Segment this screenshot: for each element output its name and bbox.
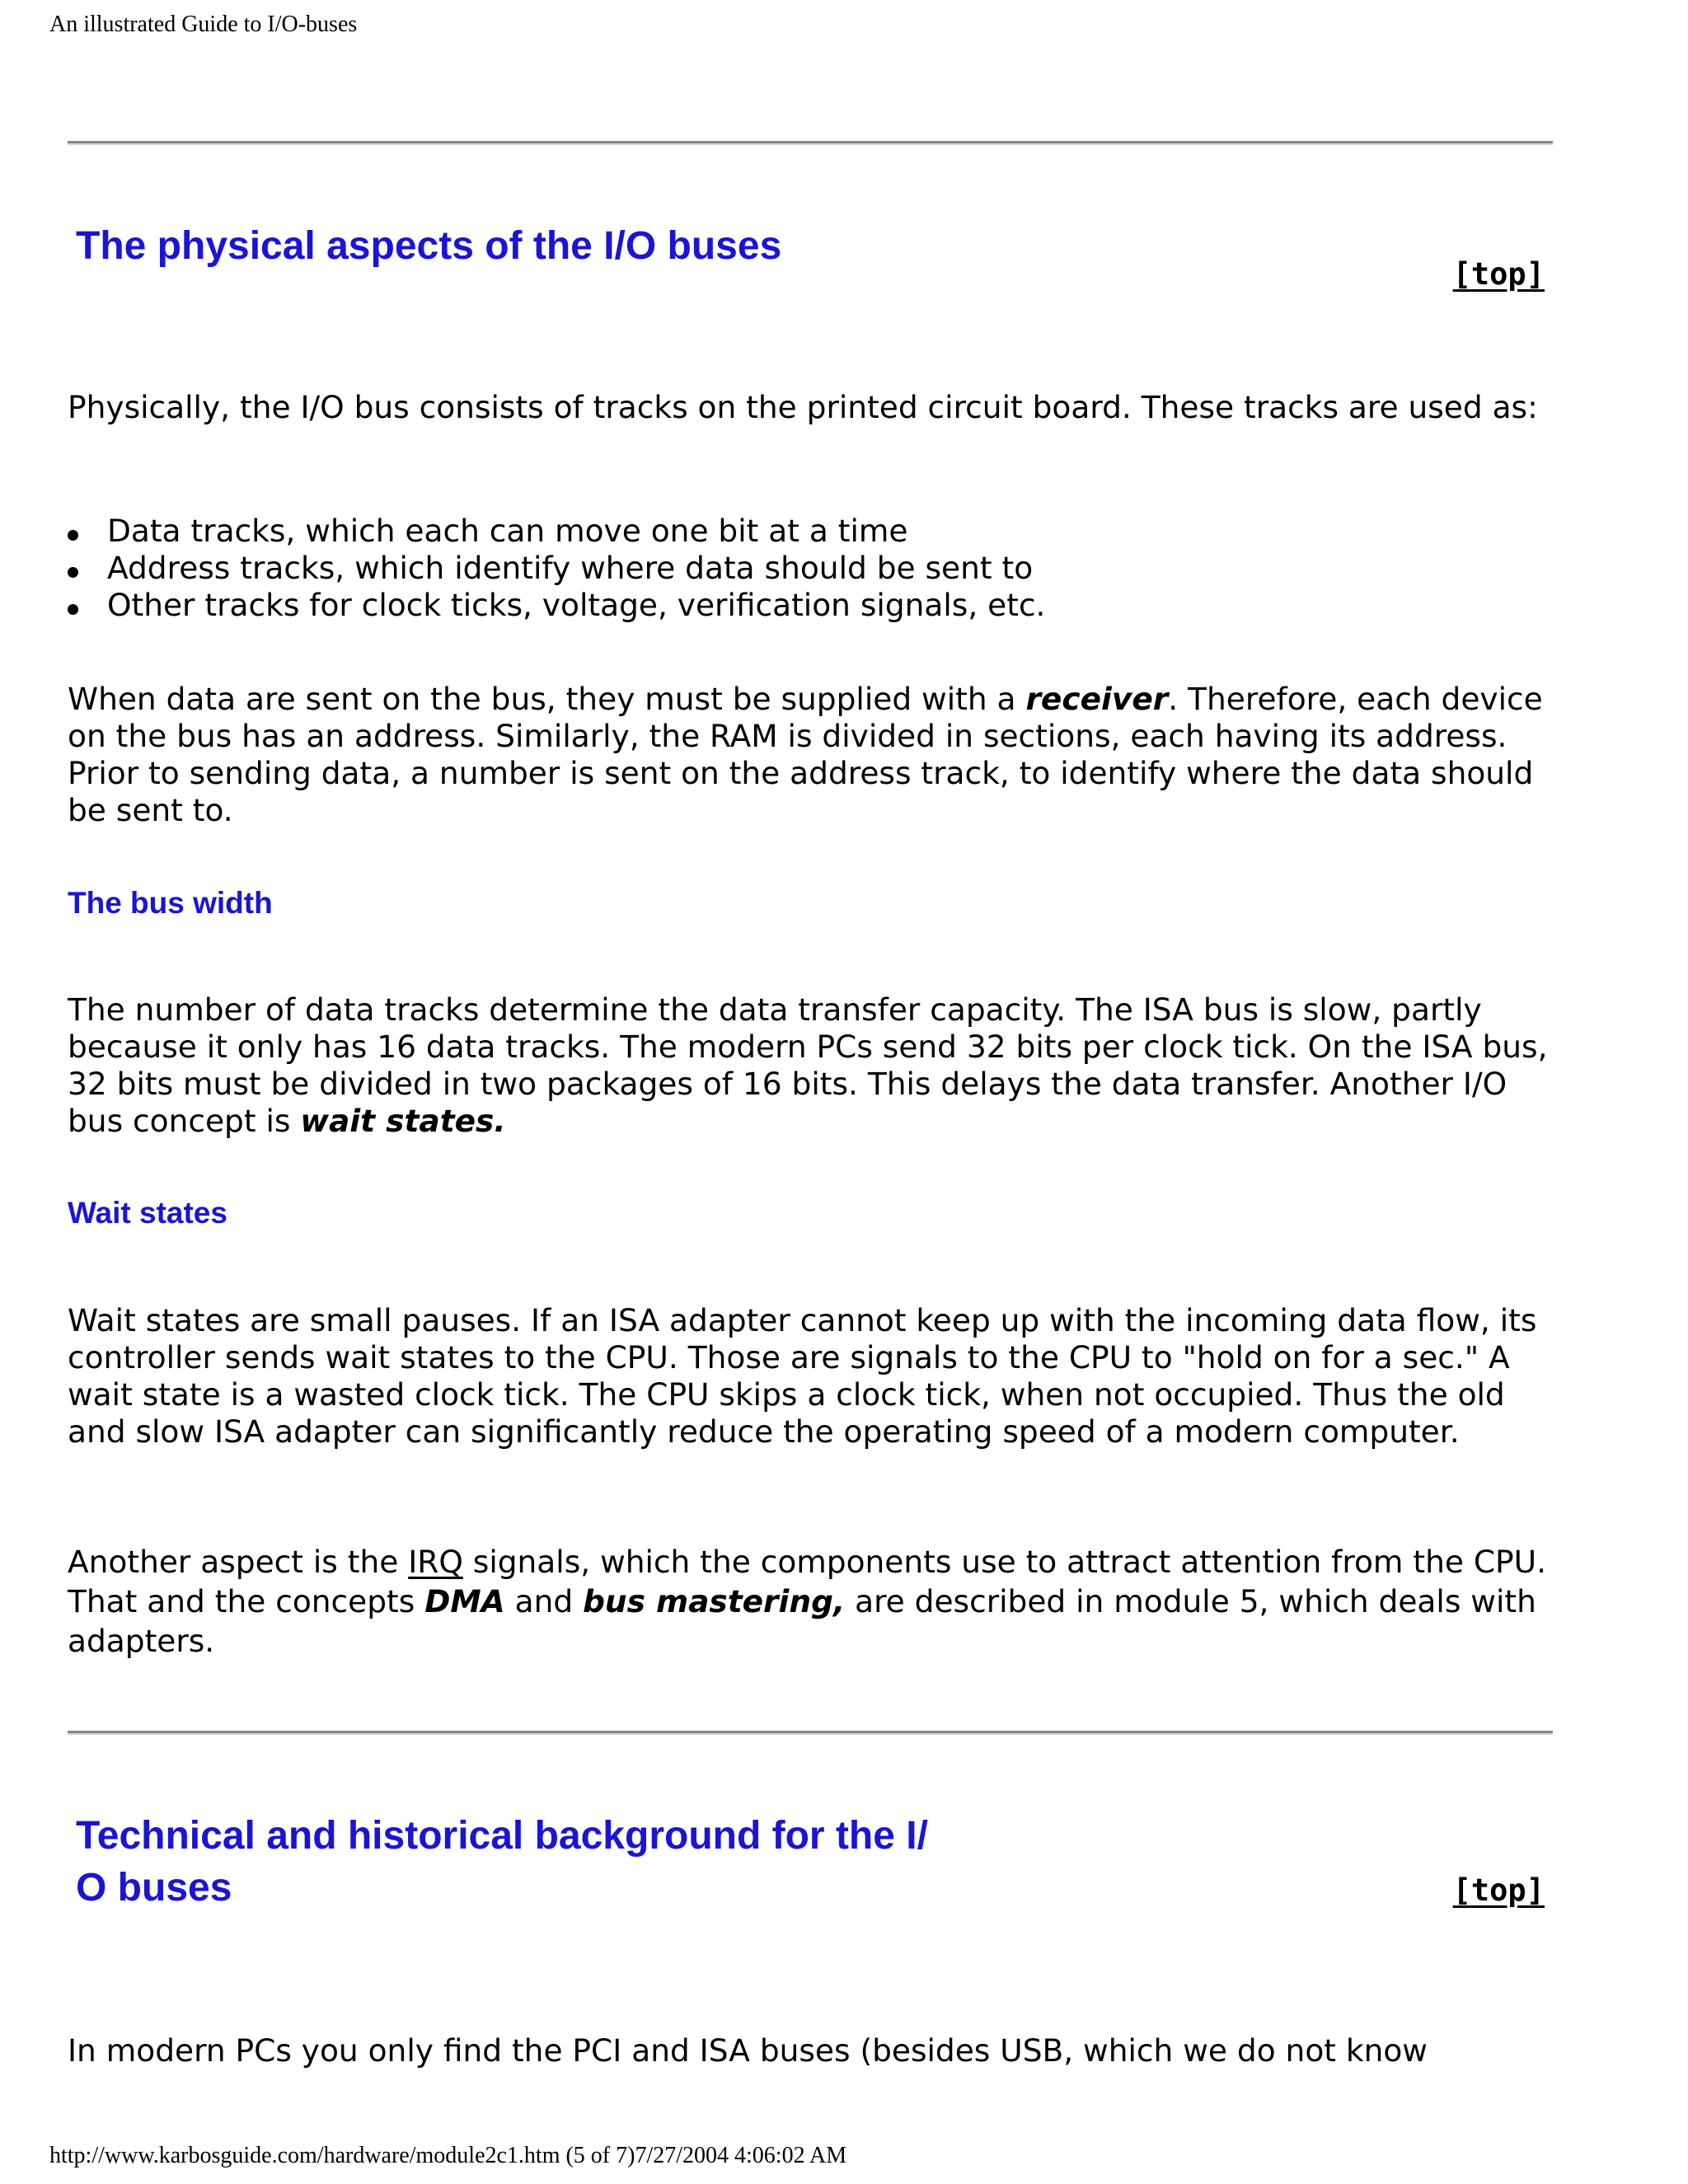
intro-paragraph: Physically, the I/O bus consists of tracks on the printed circuit board. These tracks are used as: [68, 389, 1538, 425]
section-title-physical-aspects: The physical aspects of the I/O buses [76, 224, 782, 268]
list-item: Address tracks, which identify where data should be sent to [68, 550, 1045, 587]
wait-states-paragraph: Wait states are small pauses. If an ISA adapter cannot keep up with the incoming data flow, its controller sends wait states to the CPU. Those are signals to the CPU to "hold on for a sec." A wait state is a wasted clock tick. The CPU skips a clock tick, when not occupied. Thus the old and slow ISA adapter can significantly reduce the operating speed of a modern computer. [68, 1302, 1537, 1450]
top-link[interactable]: [top] [1452, 256, 1545, 292]
bullet-icon [68, 567, 78, 578]
list-item: Other tracks for clock ticks, voltage, verification signals, etc. [68, 587, 1045, 624]
dma-emphasis: DMA [424, 1583, 505, 1619]
list-item: Data tracks, which each can move one bit at a time [68, 513, 1045, 550]
receiver-emphasis: receiver [1025, 681, 1169, 717]
bus-width-paragraph: The number of data tracks determine the data transfer capacity. The ISA bus is slow, partly because it only has 16 data tracks. The modern PCs send 32 bits per clock tick. On the ISA bus, 32 bits must be divided in two packages of 16 bits. This delays the data transfer. Another I/O bus concept is wait states. [68, 991, 1548, 1139]
print-header: An illustrated Guide to I/O-buses [49, 12, 358, 37]
section-title-technical-background: Technical and historical background for the I/ O buses [76, 1814, 928, 1910]
irq-paragraph: Another aspect is the IRQ signals, which the components use to attract attention from the CPU. That and the concepts DMA and bus mastering, are described in module 5, which deals with adapters. [68, 1544, 1546, 1659]
horizontal-rule [68, 141, 1553, 145]
irq-link[interactable]: IRQ [408, 1544, 463, 1580]
top-link[interactable]: [top] [1452, 1872, 1545, 1908]
subheading-bus-width: The bus width [68, 886, 273, 920]
track-types-list [68, 513, 1045, 624]
bullet-icon [68, 530, 78, 541]
bus-mastering-emphasis: bus mastering, [583, 1583, 846, 1619]
subheading-wait-states: Wait states [68, 1196, 227, 1230]
bullet-icon [68, 604, 78, 615]
receiver-paragraph: When data are sent on the bus, they must be supplied with a receiver. Therefore, each device on the bus has an address. Similarly, the RAM is divided in sections, each having its address. Prior to sending data, a number is sent on the address track, to identify where the data should be sent to. [68, 681, 1543, 828]
print-footer: http://www.karbosguide.com/hardware/module2c1.htm (5 of 7)7/27/2004 4:06:02 AM [49, 2143, 847, 2168]
pci-isa-paragraph: In modern PCs you only find the PCI and ISA buses (besides USB, which we do not know [68, 2032, 1428, 2069]
horizontal-rule [68, 1731, 1553, 1735]
wait-states-emphasis: wait states. [300, 1103, 506, 1139]
